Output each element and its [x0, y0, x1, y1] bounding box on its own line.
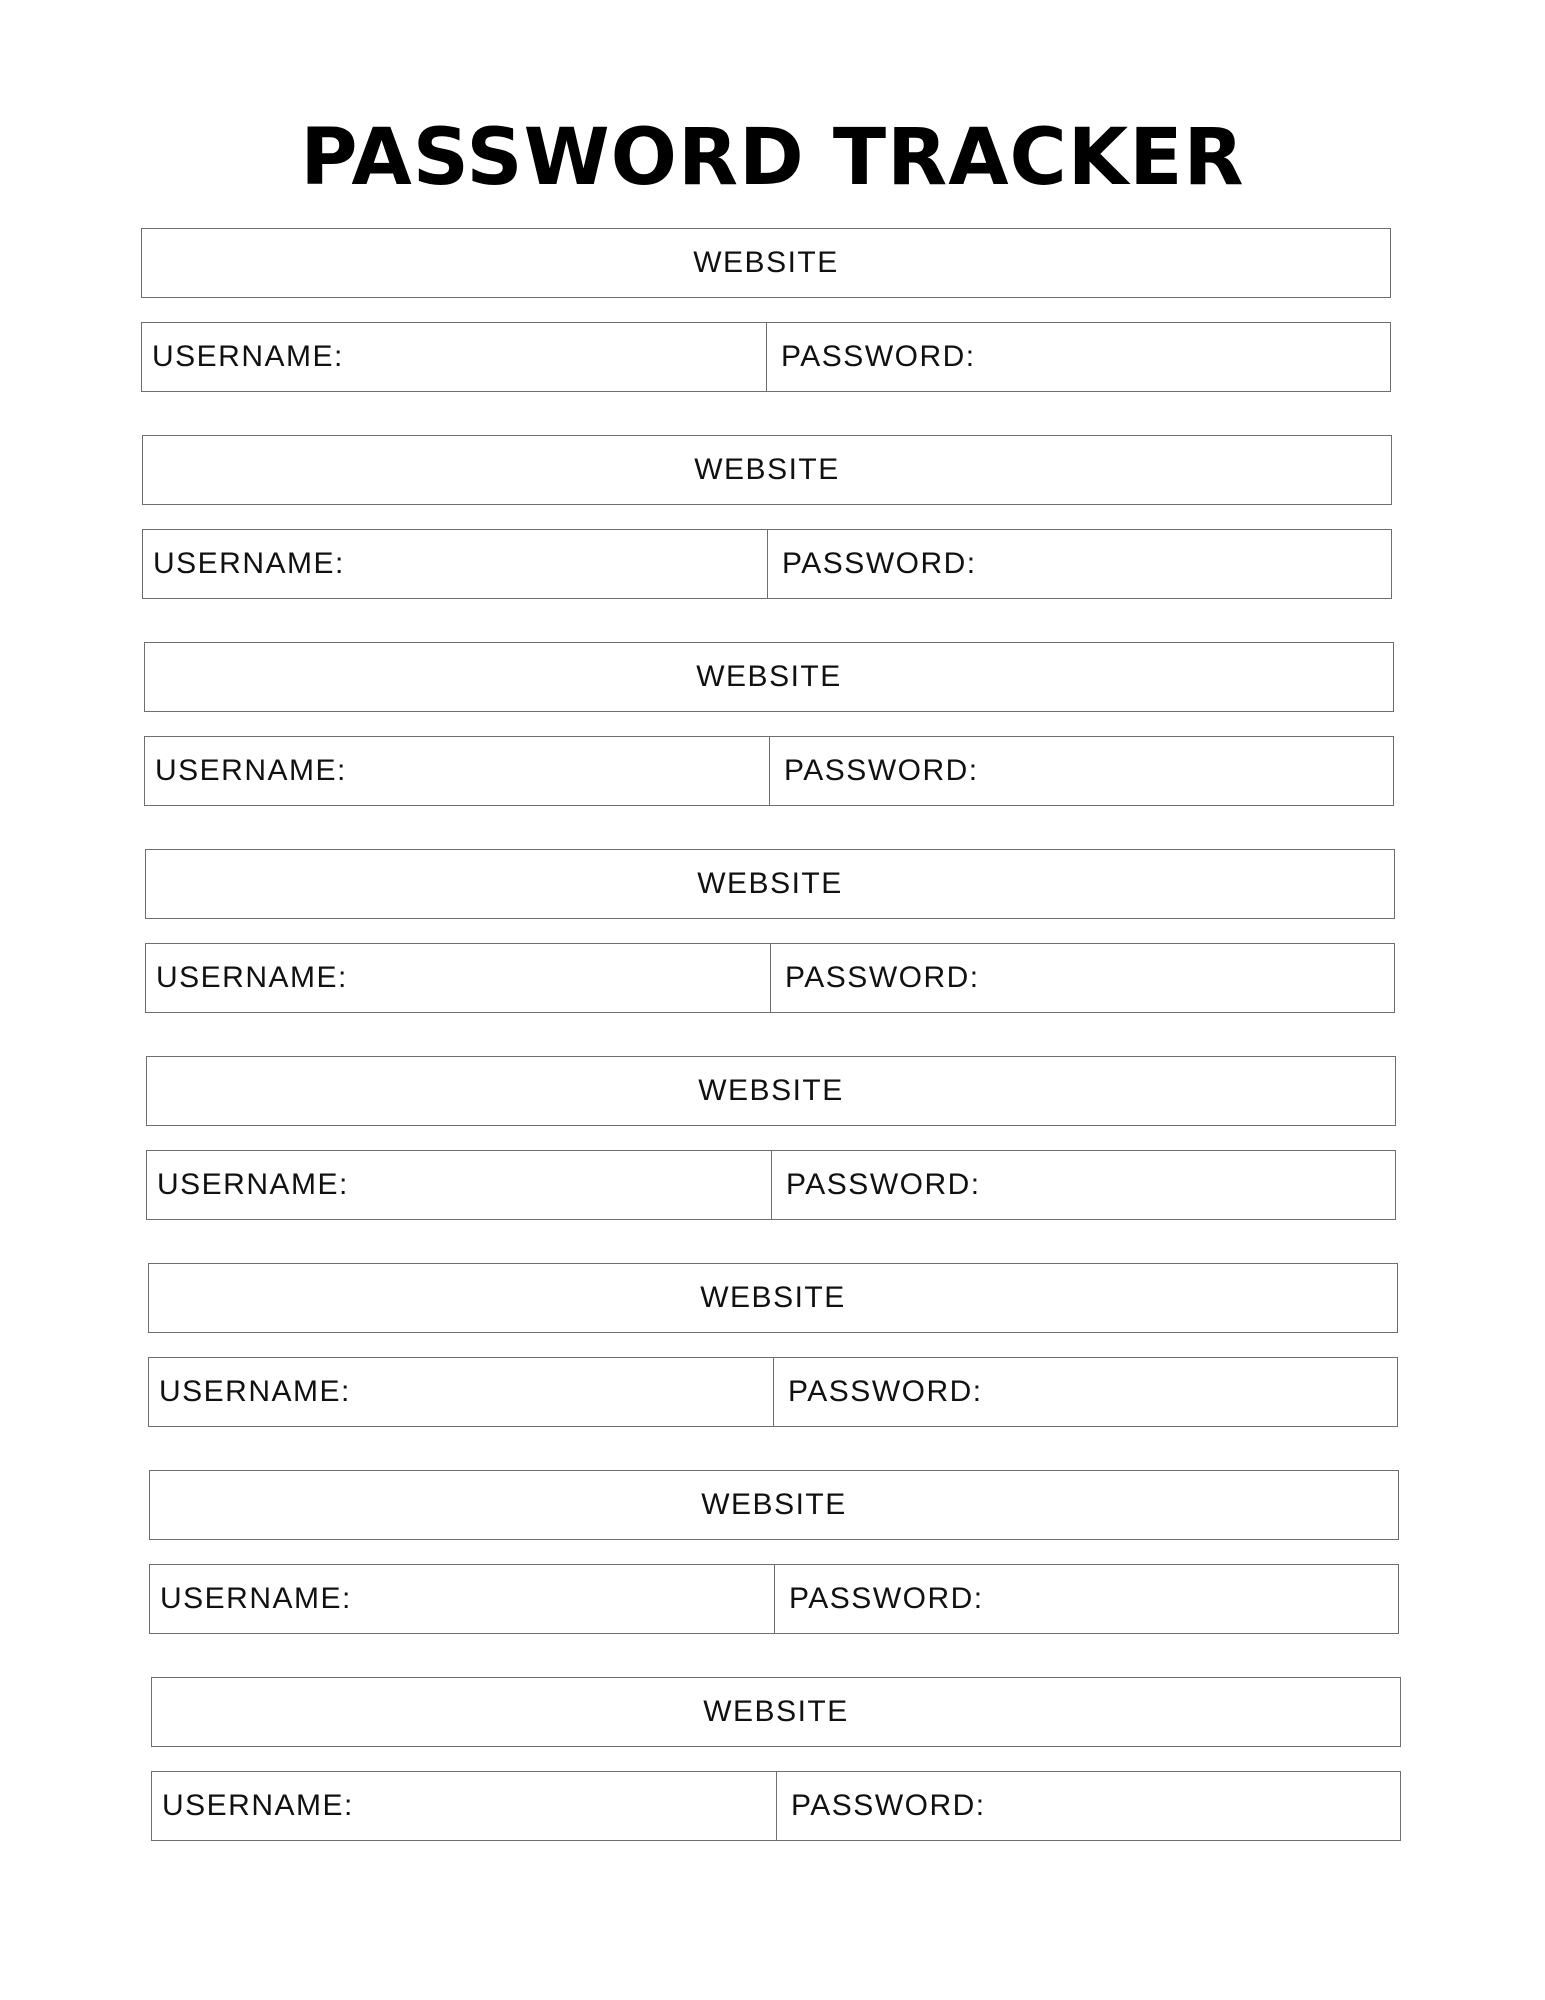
password-label: PASSWORD:: [784, 754, 979, 787]
password-field[interactable]: [770, 737, 1393, 805]
username-label: USERNAME:: [157, 1168, 349, 1201]
username-label: USERNAME:: [155, 754, 347, 787]
credentials-row: [141, 322, 1391, 392]
password-label: PASSWORD:: [785, 961, 980, 994]
page-title: PASSWORD TRACKER: [300, 113, 1245, 203]
password-label: PASSWORD:: [791, 1789, 986, 1822]
username-label: USERNAME:: [153, 547, 345, 580]
password-field[interactable]: [767, 323, 1390, 391]
credentials-row: [149, 1564, 1399, 1634]
password-entry: [148, 1263, 1398, 1427]
password-label: PASSWORD:: [781, 340, 976, 373]
password-entry: [145, 849, 1395, 1013]
website-label: WEBSITE: [697, 867, 843, 900]
password-field[interactable]: [772, 1151, 1395, 1219]
website-field[interactable]: [151, 1677, 1401, 1747]
website-field[interactable]: [146, 1056, 1396, 1126]
password-field[interactable]: [775, 1565, 1398, 1633]
username-field[interactable]: [152, 1772, 777, 1840]
password-field[interactable]: [768, 530, 1391, 598]
website-field[interactable]: [144, 642, 1394, 712]
website-field[interactable]: [142, 435, 1392, 505]
password-entry: [149, 1470, 1399, 1634]
username-field[interactable]: [147, 1151, 772, 1219]
username-label: USERNAME:: [162, 1789, 354, 1822]
website-label: WEBSITE: [694, 453, 840, 486]
website-field[interactable]: [149, 1470, 1399, 1540]
password-field[interactable]: [777, 1772, 1400, 1840]
credentials-row: [144, 736, 1394, 806]
password-entry: [141, 228, 1391, 392]
password-label: PASSWORD:: [786, 1168, 981, 1201]
username-field[interactable]: [143, 530, 768, 598]
password-label: PASSWORD:: [788, 1375, 983, 1408]
website-label: WEBSITE: [696, 660, 842, 693]
website-label: WEBSITE: [698, 1074, 844, 1107]
password-entry: [146, 1056, 1396, 1220]
credentials-row: [151, 1771, 1401, 1841]
username-label: USERNAME:: [160, 1582, 352, 1615]
username-field[interactable]: [142, 323, 767, 391]
username-field[interactable]: [146, 944, 771, 1012]
password-entry: [144, 642, 1394, 806]
credentials-row: [146, 1150, 1396, 1220]
password-label: PASSWORD:: [782, 547, 977, 580]
website-label: WEBSITE: [693, 246, 839, 279]
website-field[interactable]: [145, 849, 1395, 919]
password-entry: [142, 435, 1392, 599]
website-label: WEBSITE: [700, 1281, 846, 1314]
website-field[interactable]: [141, 228, 1391, 298]
website-field[interactable]: [148, 1263, 1398, 1333]
username-label: USERNAME:: [152, 340, 344, 373]
password-label: PASSWORD:: [789, 1582, 984, 1615]
username-label: USERNAME:: [159, 1375, 351, 1408]
credentials-row: [145, 943, 1395, 1013]
credentials-row: [148, 1357, 1398, 1427]
password-entry: [151, 1677, 1401, 1841]
username-field[interactable]: [145, 737, 770, 805]
password-field[interactable]: [771, 944, 1394, 1012]
username-field[interactable]: [149, 1358, 774, 1426]
username-label: USERNAME:: [156, 961, 348, 994]
website-label: WEBSITE: [703, 1695, 849, 1728]
website-label: WEBSITE: [701, 1488, 847, 1521]
credentials-row: [142, 529, 1392, 599]
username-field[interactable]: [150, 1565, 775, 1633]
password-field[interactable]: [774, 1358, 1397, 1426]
